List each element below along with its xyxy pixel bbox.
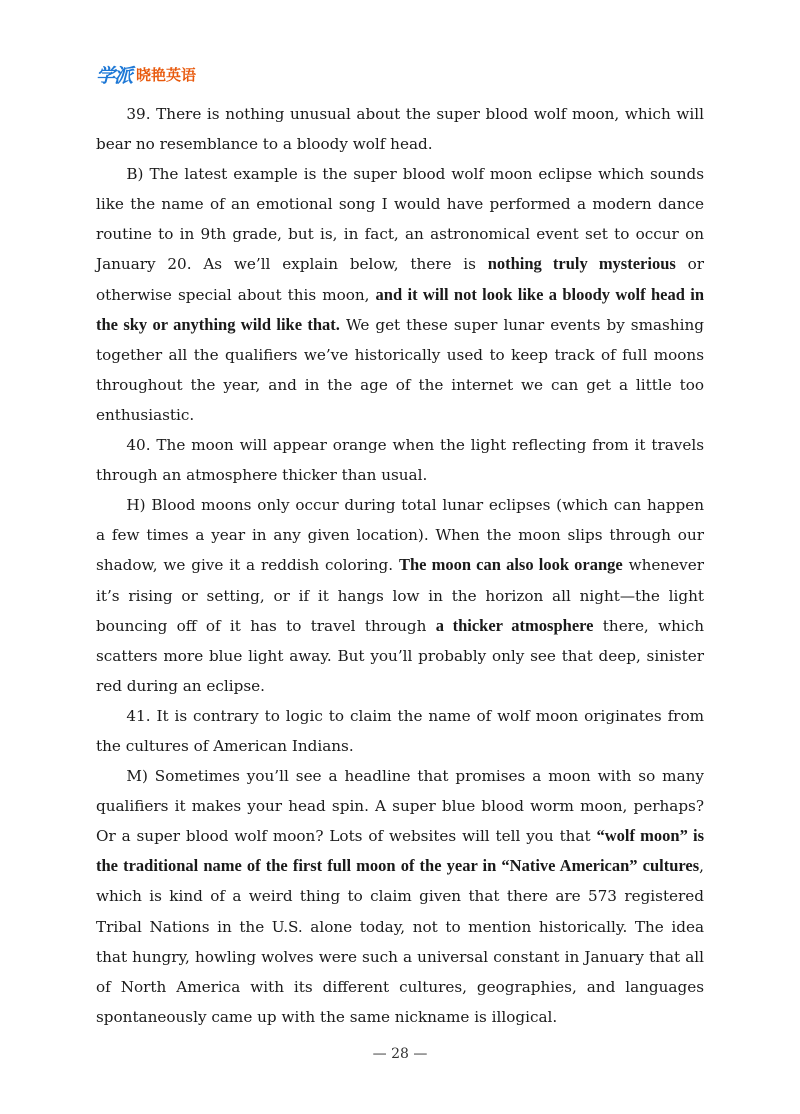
question-41: 41. It is contrary to logic to claim the name of wolf moon originates from the cultures of American Indians. (96, 706, 704, 755)
paragraph-h (96, 490, 704, 701)
paragraph-b-text-2: or otherwise special about this moon, (96, 255, 705, 304)
document-body (96, 99, 704, 1032)
paragraph-b-bold-1: nothing truly mysterious (487, 254, 676, 274)
question-39: 39. There is nothing unusual about the super blood wolf moon, which will bear no resemblance to a bloody wolf head. (96, 105, 704, 154)
paragraph-h-bold-1: The moon can also look orange (398, 555, 623, 575)
paragraph-b (96, 159, 704, 430)
paragraph-b-text-3: We get these super lunar events by smashing together all the qualifiers we’ve historically used to keep track of full moons throughout the year, and in the age of the internet we can get a little too enthusiastic. (96, 315, 704, 424)
paragraph-m-text-1: M) Sometimes you’ll see a headline that promises a moon with so many qualifiers it makes your head spin. A super blue blood worm moon, perhaps? Or a super blood wolf moon? Lots of websites will tell you that (96, 767, 704, 846)
publisher-logo (96, 62, 196, 86)
paragraph-h-text-3: there, which scatters more blue light away. But you’ll probably only see that deep, sinister red during an eclipse. (96, 616, 704, 695)
logo-text: 晓艳英语 (136, 65, 197, 84)
paragraph-m-text-2: , which is kind of a weird thing to claim given that there are 573 registered Tribal Nations in the U.S. alone today, not to mention historically. The idea that hungry, howling wolves were such a universal constant in January that all of North America with its different cultures, geographies, and languages spontaneously came up with the same nickname is illogical. (96, 857, 704, 1026)
paragraph-b-text-1: B) The latest example is the super blood wolf moon eclipse which sounds like the name of an emotional song I would have performed a modern dance routine to in 9th grade, but is, in fact, an astronomical event set to occur on January 20. As we’ll explain below, there is (96, 165, 704, 274)
paragraph-m (96, 761, 704, 1032)
paragraph-m-bold-1: “wolf moon” is the traditional name of the first full moon of the year in “Native American” cultures (96, 826, 705, 876)
paragraph-h-text-1: H) Blood moons only occur during total lunar eclipses (which can happen a few times a year in any given location). When the moon slips through our shadow, we give it a reddish coloring. (96, 496, 704, 575)
question-40: 40. The moon will appear orange when the light reflecting from it travels through an atmosphere thicker than usual. (96, 436, 704, 485)
page-number: — 28 — (372, 1046, 428, 1062)
logo-mark: 学派 (96, 64, 133, 87)
paragraph-h-bold-2: a thicker atmosphere (435, 615, 594, 635)
paragraph-b-bold-2: and it will not look like a bloody wolf head in the sky or anything wild like that. (96, 284, 704, 334)
paragraph-h-text-2: whenever it’s rising or setting, or if it hangs low in the horizon all night—the light bouncing off of it has to travel through (96, 556, 704, 635)
